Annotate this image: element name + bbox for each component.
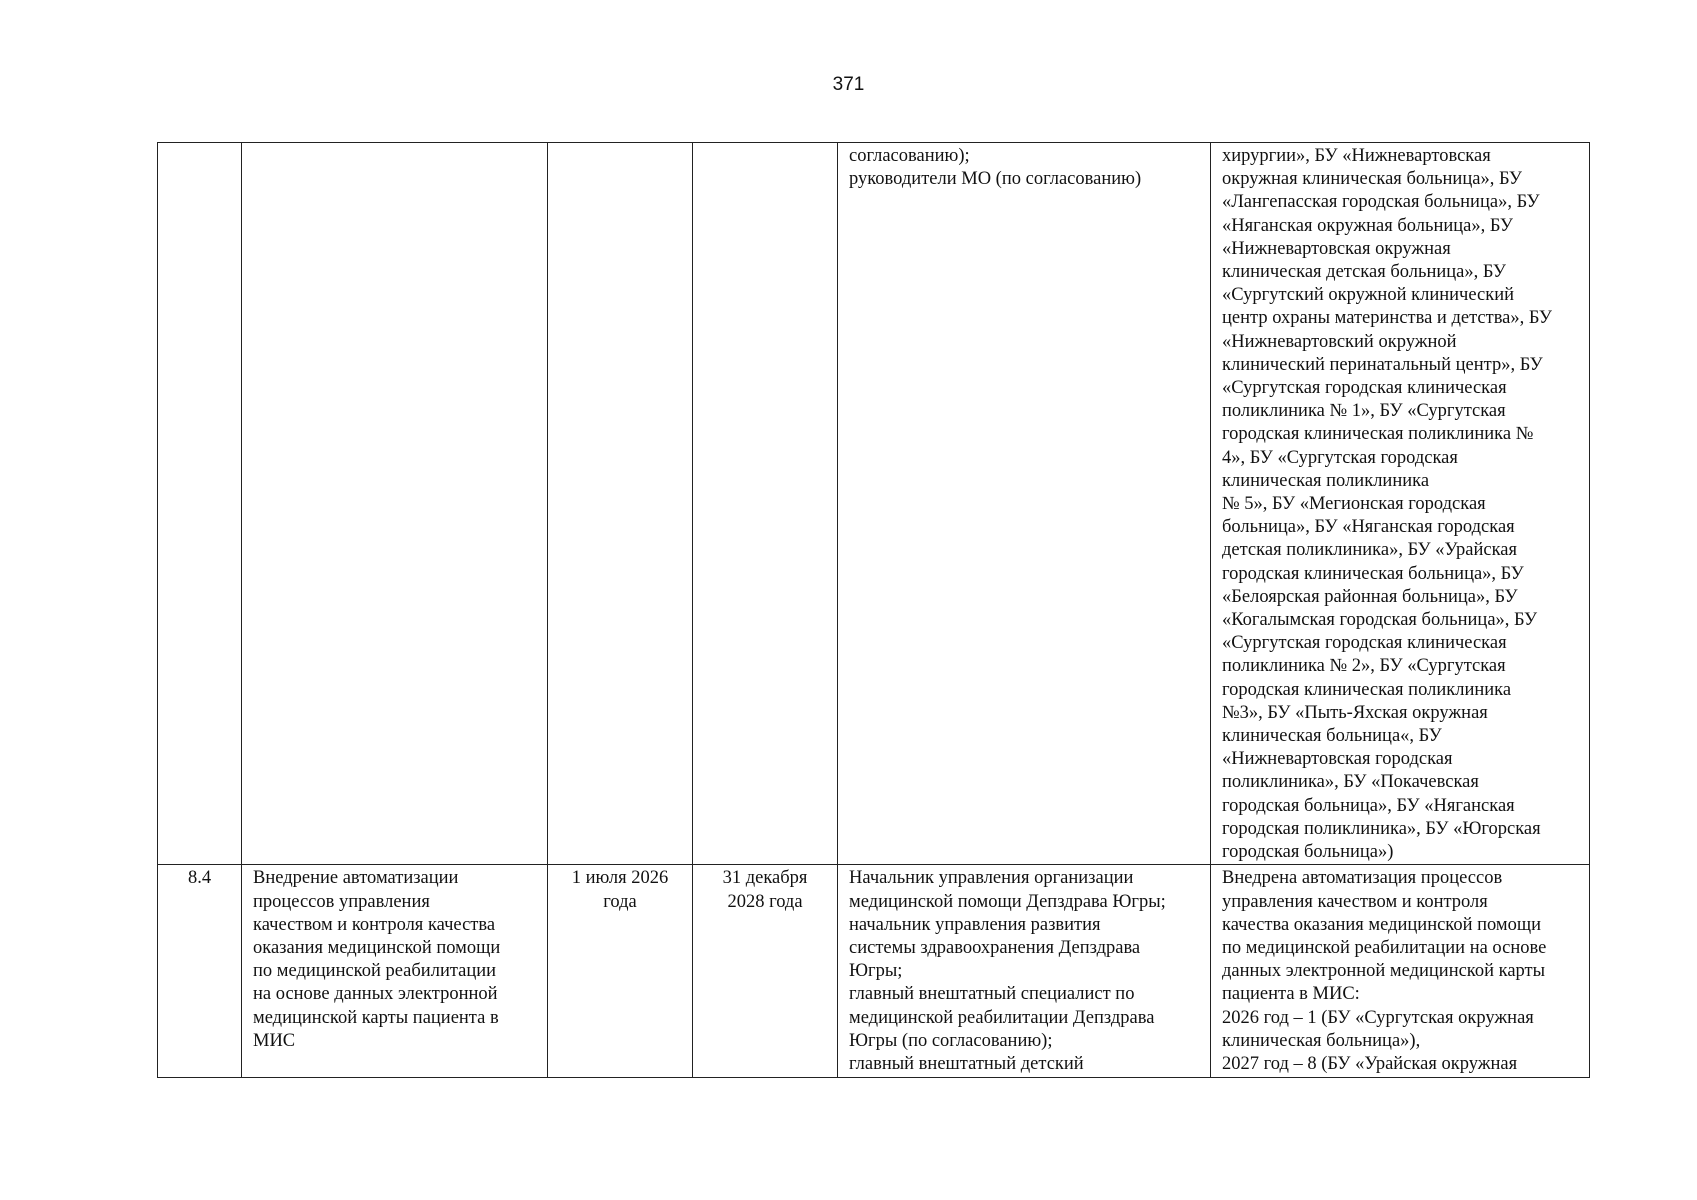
cell-text-line: Внедрена автоматизация процессов	[1222, 868, 1503, 889]
page-number: 371	[832, 74, 865, 95]
end-date-cell	[693, 143, 838, 865]
result-cell	[1211, 865, 1590, 1078]
cell-text-line: медицинской карты пациента в	[253, 1007, 499, 1028]
cell-text-line: года	[603, 891, 637, 912]
cell-text-line: «Белоярская районная больница», БУ	[1222, 586, 1518, 607]
cell-text-line: главный внештатный детский	[849, 1053, 1084, 1074]
document-table	[157, 142, 1590, 1078]
row-number-cell	[158, 865, 242, 1078]
cell-text-line: процессов управления	[253, 891, 430, 912]
cell-text-line: 2028 года	[727, 891, 803, 912]
cell-text-line: поликлиника», БУ «Покачевская	[1222, 772, 1479, 793]
cell-text-line: городская клиническая больница», БУ	[1222, 563, 1524, 584]
end-date-cell	[693, 865, 838, 1078]
cell-text-line: данных электронной медицинской карты	[1222, 961, 1546, 982]
cell-text-line: Югры;	[849, 961, 903, 982]
cell-text-line: центр охраны материнства и детства», БУ	[1222, 308, 1552, 329]
cell-text-line: хирургии», БУ «Нижневартовская	[1222, 146, 1491, 166]
cell-text-line: Внедрение автоматизации	[253, 868, 459, 889]
table-row	[158, 865, 1590, 1078]
cell-text-line: клиническая детская больница», БУ	[1222, 262, 1506, 283]
cell-text-line: качества оказания медицинской помощи	[1222, 914, 1542, 935]
result-cell	[1211, 143, 1590, 865]
cell-text-line: «Лангепасская городская больница», БУ	[1222, 192, 1540, 213]
cell-text-line: начальник управления развития	[849, 914, 1101, 935]
cell-text-line: медицинской реабилитации Депздрава	[849, 1007, 1155, 1028]
cell-text-line: городская поликлиника», БУ «Югорская	[1222, 818, 1541, 839]
cell-text-line: № 5», БУ «Мегионская городская	[1222, 494, 1486, 515]
cell-text-line: системы здравоохранения Депздрава	[849, 937, 1141, 958]
cell-text-line: по медицинской реабилитации на основе	[1222, 937, 1547, 958]
cell-text-line: больница», БУ «Няганская городская	[1222, 517, 1515, 538]
cell-text-line: клиническая поликлиника	[1222, 470, 1430, 491]
cell-text-line: 1 июля 2026	[571, 868, 669, 889]
measure-title-cell	[242, 865, 548, 1078]
cell-text-line: управления качеством и контроля	[1222, 891, 1488, 912]
cell-text-line: клиническая больница«, БУ	[1222, 726, 1442, 747]
cell-text-line: 4», БУ «Сургутская городская	[1222, 447, 1458, 468]
start-date-cell	[548, 143, 693, 865]
cell-text-line: Югры (по согласованию);	[849, 1030, 1053, 1051]
cell-text-line: «Нижневартовская окружная	[1222, 238, 1451, 259]
cell-text-line: клинический перинатальный центр», БУ	[1222, 354, 1543, 375]
cell-text-line: городская клиническая поликлиника №	[1222, 424, 1534, 445]
cell-text-line: окружная клиническая больница», БУ	[1222, 169, 1523, 190]
cell-text-line: 2026 год – 1 (БУ «Сургутская окружная	[1222, 1007, 1534, 1028]
cell-text-line: «Сургутская городская клиническая	[1222, 633, 1507, 654]
cell-text-line: на основе данных электронной	[253, 984, 498, 1005]
cell-text-line: городская больница»)	[1222, 842, 1394, 863]
cell-text-line: 31 декабря	[722, 868, 808, 889]
row-number-cell	[158, 143, 242, 865]
cell-text-line: «Нижневартовский окружной	[1222, 331, 1457, 352]
cell-text-line: согласованию);	[849, 146, 970, 166]
cell-text-line: МИС	[253, 1030, 296, 1051]
cell-text-line: оказания медицинской помощи	[253, 937, 501, 958]
cell-text-line: №3», БУ «Пыть-Яхская окружная	[1222, 702, 1488, 723]
cell-text-line: городская больница», БУ «Няганская	[1222, 795, 1515, 816]
cell-text-line: качеством и контроля качества	[253, 914, 496, 935]
responsible-cell	[838, 143, 1211, 865]
cell-text-line: пациента в МИС:	[1222, 984, 1360, 1005]
responsible-cell	[838, 865, 1211, 1078]
cell-text-line: 2027 год – 8 (БУ «Урайская окружная	[1222, 1053, 1518, 1074]
cell-text-line: городская клиническая поликлиника	[1222, 679, 1512, 700]
start-date-cell	[548, 865, 693, 1078]
cell-text-line: главный внештатный специалист по	[849, 984, 1135, 1005]
cell-text: 8.4	[187, 868, 212, 889]
cell-text-line: медицинской помощи Депздрава Югры;	[849, 891, 1166, 912]
cell-text-line: «Когалымская городская больница», БУ	[1222, 610, 1538, 631]
cell-text-line: детская поликлиника», БУ «Урайская	[1222, 540, 1517, 561]
cell-text-line: «Нижневартовская городская	[1222, 749, 1453, 770]
cell-text-line: по медицинской реабилитации	[253, 961, 497, 982]
cell-text-line: «Сургутская городская клиническая	[1222, 378, 1507, 399]
cell-text-line: поликлиника № 1», БУ «Сургутская	[1222, 401, 1506, 422]
cell-text-line: Начальник управления организации	[849, 868, 1134, 889]
measure-title-cell	[242, 143, 548, 865]
cell-text-line: руководители МО (по согласованию)	[849, 169, 1142, 190]
cell-text-line: «Сургутский окружной клинический	[1222, 285, 1515, 306]
cell-text-line: клиническая больница»),	[1222, 1030, 1421, 1051]
cell-text-line: «Няганская окружная больница», БУ	[1222, 215, 1513, 236]
table-row	[158, 143, 1590, 865]
cell-text-line: поликлиника № 2», БУ «Сургутская	[1222, 656, 1506, 677]
